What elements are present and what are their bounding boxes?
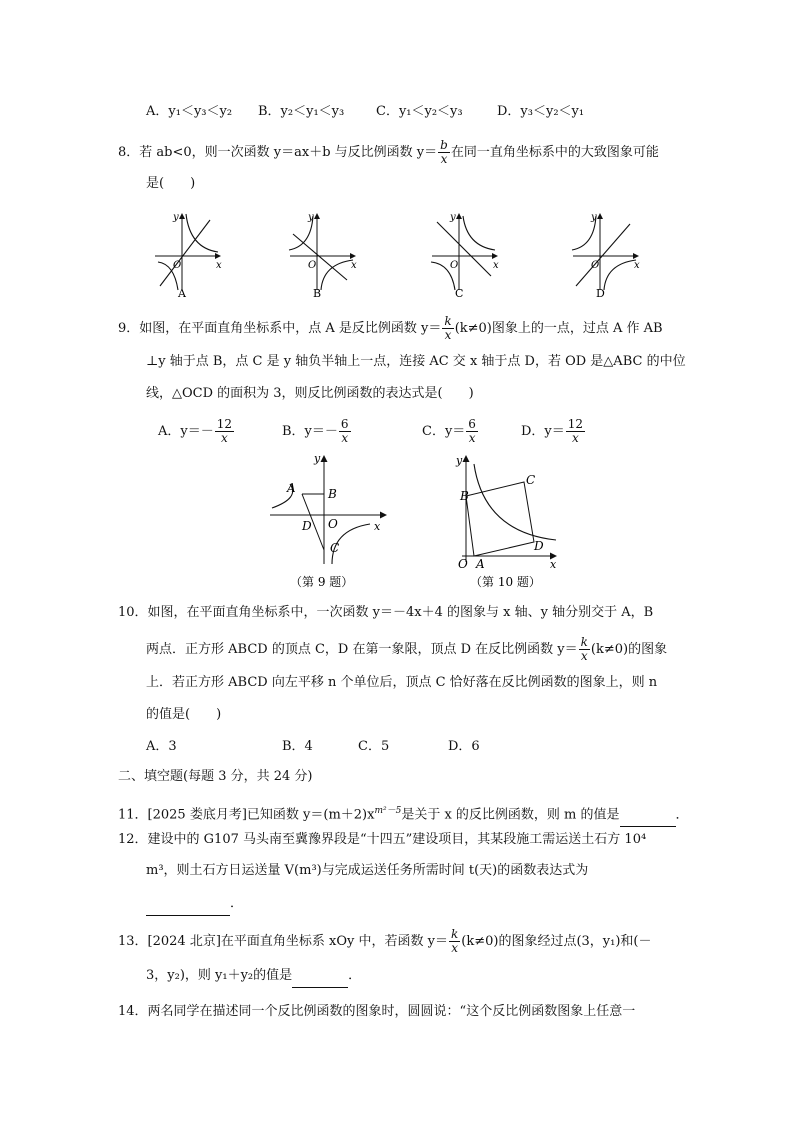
q10-option-b: B．4 <box>282 739 313 754</box>
svg-text:y: y <box>456 454 463 467</box>
svg-text:x: x <box>216 260 222 271</box>
svg-text:y: y <box>308 212 314 223</box>
q11-line: 11．[2025 娄底月考]已知函数 $y=(m+2)x^{m^2-5}$是关于 x 的反比例函数，则 m 的值是 ． <box>0 799 794 823</box>
q7-option-b: B．y₂＜y₁＜y₃ <box>258 104 345 119</box>
q8-text-post: 在同一直角坐标系中的大致图象可能 <box>450 145 659 160</box>
q10-line1: 10．如图，在平面直角坐标系中，一次函数 y＝－4x＋4 的图象与 x 轴、y 轴分别交于 A，B <box>118 605 654 620</box>
q8-graph-d <box>572 212 640 300</box>
svg-text:O: O <box>450 260 459 271</box>
section-2-heading <box>0 765 794 789</box>
q12-line2: m³，则土石方日运送量 V(m³)与完成运送任务所需时间 t(天)的函数表达式为 <box>146 863 589 878</box>
q13-line2: 3，y₂)，则 y₁＋y₂的值是 ． <box>0 964 794 988</box>
q9-option-a: A．y＝－ $\frac{12}{x}$ <box>158 417 233 445</box>
q12-line1: 12．建设中的 G107 马头南至冀豫界段是“十四五”建设项目，其某段施工需运送土石方 10⁴ <box>118 832 647 847</box>
q8-line2: 是( ) <box>146 176 196 191</box>
q8-graph-label-b: B <box>313 287 322 300</box>
q9-line3: 线，△OCD 的面积为 3，则反比例函数的表达式是( ) <box>146 386 474 401</box>
q7-option-a: A．y₁＜y₃＜y₂ <box>146 104 233 119</box>
svg-text:O: O <box>328 517 338 531</box>
q12-line3: ． <box>0 892 794 916</box>
q13-line1: 13．[2024 北京]在平面直角坐标系 xOy 中，若函数 y＝ $\frac{k}{x}$ (k≠0)的图象经过点(3，y₁)和(－ <box>118 927 652 955</box>
svg-text:x: x <box>351 260 357 271</box>
q9-option-c: C．y＝ $\frac{6}{x}$ <box>422 417 476 445</box>
q10-option-c: C．5 <box>358 739 390 754</box>
q8-fraction: $\frac{b}{x}$ <box>440 138 448 166</box>
q8-graph-label-c: C <box>455 287 464 300</box>
svg-text:x: x <box>550 558 557 571</box>
svg-text:A: A <box>476 557 485 571</box>
svg-text:B: B <box>460 489 469 503</box>
svg-text:C: C <box>330 541 340 555</box>
svg-text:O: O <box>308 260 317 271</box>
svg-text:x: x <box>493 260 499 271</box>
q8-graph-a <box>155 212 222 300</box>
figure-9-caption: （第 9 题） <box>290 575 354 589</box>
svg-text:A: A <box>287 481 296 495</box>
q13-fraction: $\frac{k}{x}$ <box>450 927 459 955</box>
q9-line1: 9．如图，在平面直角坐标系中，点 A 是反比例函数 y＝ $\frac{k}{x}$ (k≠0)图象上的一点，过点 A 作 AB <box>118 314 663 342</box>
q8-graph-label-a: A <box>178 287 186 300</box>
q8-line1 <box>0 138 794 166</box>
svg-text:O: O <box>591 260 600 271</box>
q9-option-d: D．y＝ $\frac{12}{x}$ <box>521 417 584 445</box>
svg-text:O: O <box>458 557 468 571</box>
q13-answer-blank[interactable] <box>292 971 348 988</box>
q7-options <box>0 100 794 124</box>
svg-text:x: x <box>634 260 640 271</box>
q12-answer-blank[interactable] <box>146 899 230 916</box>
q10-line3: 上．若正方形 ABCD 向左平移 n 个单位后，顶点 C 恰好落在反比例函数的图象上，则 n <box>146 675 658 690</box>
svg-text:D: D <box>534 539 544 553</box>
q9-options <box>0 417 794 445</box>
section-title: 二、填空题(每题 3 分，共 24 分) <box>118 769 313 784</box>
svg-text:y: y <box>450 212 456 223</box>
svg-text:x: x <box>374 520 381 533</box>
q10-option-d: D．6 <box>448 739 480 754</box>
q10-line2: 两点．正方形 ABCD 的顶点 C，D 在第一象限，顶点 D 在反比例函数 y＝ $\frac{k}{x}$ (k≠0)的图象 <box>146 635 668 663</box>
q9-option-b: B．y＝－ $\frac{6}{x}$ <box>282 417 349 445</box>
q8-graph-c <box>431 212 499 300</box>
q8-graph-b <box>289 212 357 300</box>
q9-line2: ⊥y 轴于点 B，点 C 是 y 轴负半轴上一点，连接 AC 交 x 轴于点 D，若 OD 是△ABC 的中位 <box>146 354 686 369</box>
q14-line1: 14．两名同学在描述同一个反比例函数的图象时，圆圆说：“这个反比例函数图象上任意一 <box>118 1004 636 1019</box>
figure-9 <box>262 452 392 592</box>
q10-options <box>0 735 794 759</box>
figure-10-caption: （第 10 题） <box>470 575 541 589</box>
q11-answer-blank[interactable] <box>620 810 676 827</box>
q8-graph-label-d: D <box>596 287 605 300</box>
svg-text:D: D <box>302 519 312 533</box>
q7-option-d: D．y₃＜y₂＜y₁ <box>497 104 585 119</box>
figure-10 <box>452 452 572 592</box>
svg-text:y: y <box>173 212 179 223</box>
q7-option-c: C．y₁＜y₂＜y₃ <box>376 104 463 119</box>
svg-text:y: y <box>591 212 597 223</box>
q10-option-a: A．3 <box>146 739 177 754</box>
q8-text-pre: 8．若 ab<0，则一次函数 y＝ax＋b 与反比例函数 y＝ <box>118 145 438 160</box>
q10-line4: 的值是( ) <box>146 707 222 722</box>
q8-graphs <box>140 208 660 300</box>
svg-text:C: C <box>526 473 536 487</box>
q10-fraction: $\frac{k}{x}$ <box>580 635 588 663</box>
q9-fraction: $\frac{k}{x}$ <box>444 314 452 342</box>
svg-text:y: y <box>314 452 321 465</box>
svg-text:B: B <box>328 487 337 501</box>
svg-text:O: O <box>173 260 182 271</box>
